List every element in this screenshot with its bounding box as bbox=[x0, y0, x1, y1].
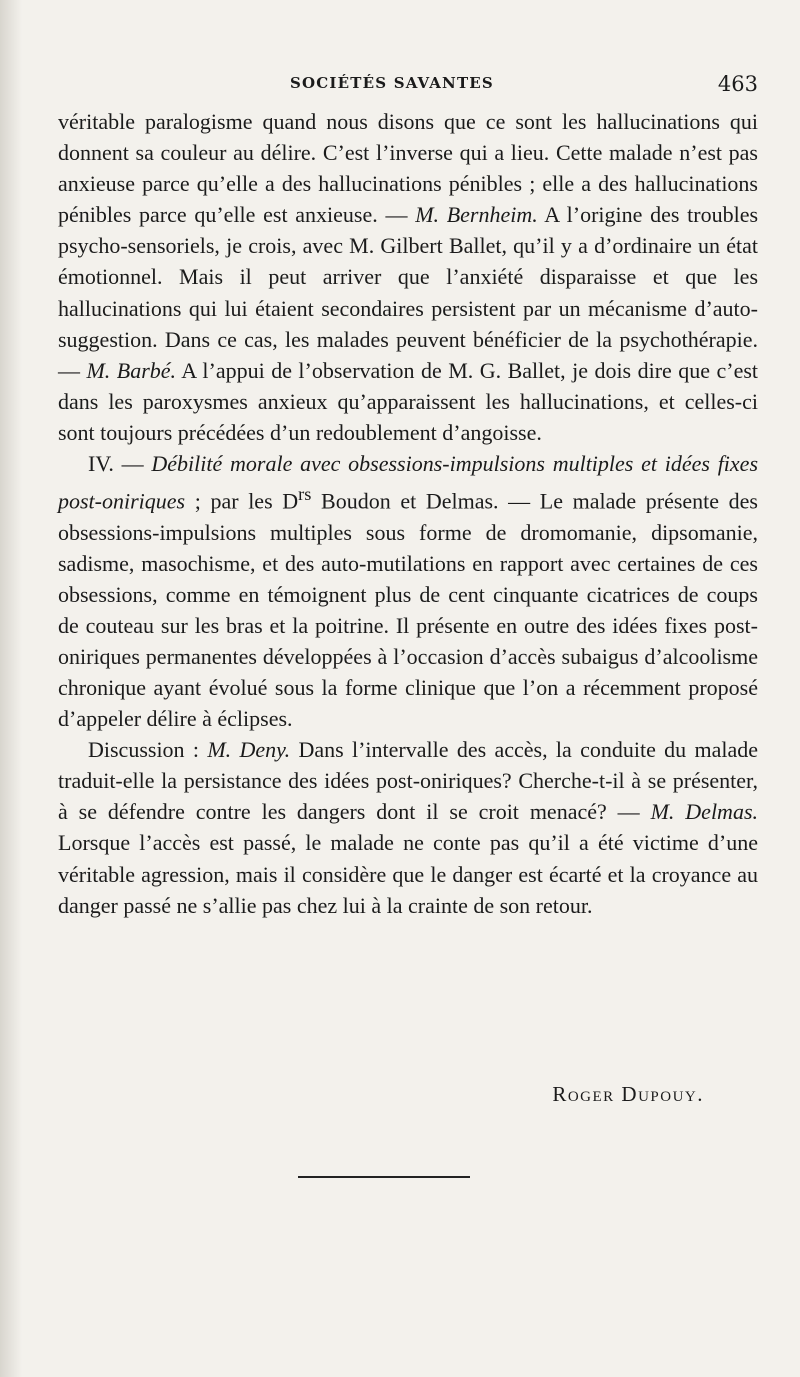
section-authors-pre: ; par les D bbox=[185, 488, 299, 514]
paragraph-1-text-b: A l’origine des troubles psycho-sensoriels, je crois, avec M. Gilbert Ballet, qu’il y a d’ordinaire un état émotionnel. Mais il peut arriver que l’anxiété disparaisse et que les hallucinations qui lui étaient secondaires persistent par un mécanisme d’auto-suggestion. Dans ce cas, les malades peuvent bénéficier de la psychothérapie. — bbox=[58, 202, 759, 383]
paragraph-1-text-a: véritable paralogisme quand nous disons que ce sont les hallucinations qui donnent sa couleur au délire. C’est l’inverse qui a lieu. Cette malade n’est pas anxieuse parce qu’elle a des hallucinations pénibles ; elle a des hallucinations pénibles parce qu’elle est anxieuse. — bbox=[58, 109, 758, 228]
paragraph-1 bbox=[58, 106, 758, 448]
paragraph-3-text-b: Dans l’intervalle des accès, la conduite du malade traduit-elle la persistance des idées post-oniriques? Cherche-t-il à se présenter, à se défendre contre les dangers dont il se croit menacé? — bbox=[58, 737, 758, 825]
section-title: Débilité morale avec obsessions-impulsions multiples et idées fixes post-oniriques bbox=[58, 451, 759, 514]
running-head: SOCIÉTÉS SAVANTES bbox=[290, 74, 494, 92]
paragraph-2-text: Le malade présente des obsessions-impulsions multiples sous forme de dromomanie, dipsomanie, sadisme, masochisme, et des auto-mutilations en rapport avec certaines de ces obsessions, comme en témoignent plus de cent cinquante cicatrices de coups de couteau sur les bras et la poitrine. Il présente en outre des idées fixes post-oniriques permanentes développées à l’occasion d’accès subaigus d’alcoolisme chronique ayant évolué sous la forme clinique que l’on a récemment proposé d’appeler délire à éclipses. bbox=[58, 488, 758, 732]
section-authors-post: Boudon et Delmas. — bbox=[311, 488, 540, 514]
section-authors-sup: rs bbox=[298, 484, 312, 505]
page-header bbox=[58, 72, 758, 102]
section-numeral: IV. bbox=[88, 451, 114, 477]
speaker-delmas: M. Delmas. bbox=[650, 799, 759, 825]
speaker-bernheim: M. Bernheim. bbox=[415, 202, 538, 228]
paragraph-3-text-c: Lorsque l’accès est passé, le malade ne conte pas qu’il a été victime d’une véritable agression, mais il considère que le danger est écarté et la croyance au danger passé ne s’allie pas chez lui à la crainte de son retour. bbox=[58, 830, 758, 918]
speaker-barbe: M. Barbé. bbox=[86, 357, 177, 383]
paragraph-1-text-c: A l’appui de l’observation de M. G. Ballet, je dois dire que c’est dans les paroxysmes anxieux qu’apparaissent les hallucinations, et celles-ci sont toujours précédées d’un redoublement d’angoisse. bbox=[58, 357, 759, 445]
paragraph-3 bbox=[58, 734, 758, 921]
page-spine-shadow bbox=[0, 0, 22, 1377]
paragraph-2 bbox=[58, 448, 758, 734]
body-text bbox=[58, 106, 758, 921]
author-signature: Roger Dupouy. bbox=[552, 1082, 704, 1106]
page-number: 463 bbox=[717, 72, 758, 96]
speaker-deny: M. Deny. bbox=[207, 737, 291, 763]
section-dash: — bbox=[113, 451, 152, 477]
paragraph-3-text-a: Discussion : bbox=[88, 737, 208, 763]
section-rule bbox=[298, 1176, 470, 1178]
